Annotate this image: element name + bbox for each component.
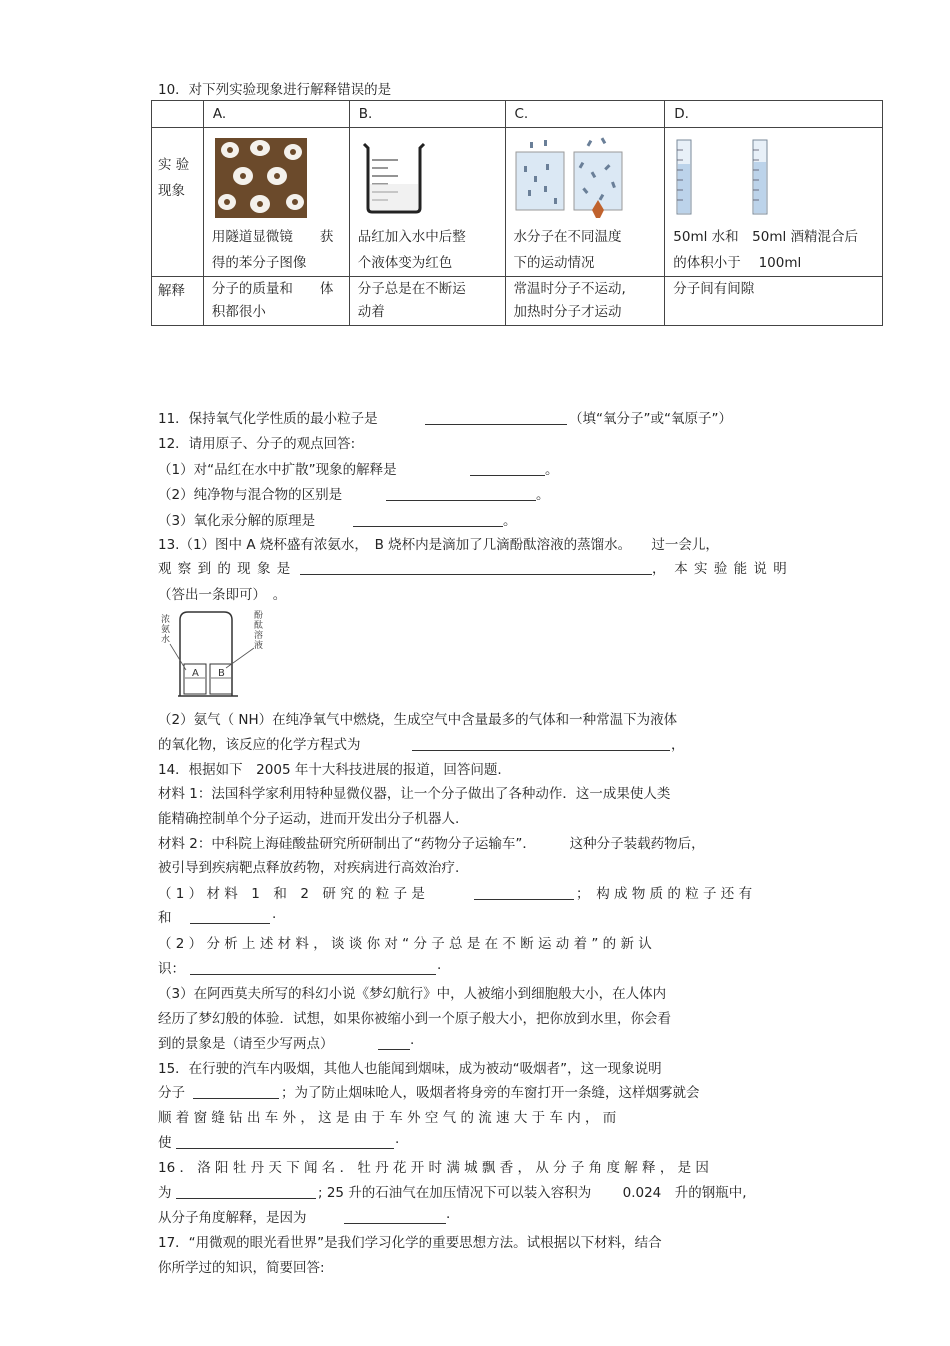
q14-part3: 到的景象是（请至少写两点） [158,1036,334,1052]
answer-blank[interactable] [474,899,574,900]
svg-text:溶: 溶 [254,631,264,641]
column-header: B. [349,101,505,128]
q13-line2b: ， 本 实 验 能 说 明 [652,561,788,577]
cell-explain-b [349,277,505,326]
explanation-text: 常温时分子不运动, [513,281,626,297]
svg-text:液: 液 [254,641,264,651]
phenomenon-text: 品红加入水中后整 [357,229,466,245]
q16-line1: 16 ． 洛 阳 牡 丹 天 下 闻 名 ． 牡 丹 花 开 时 满 城 飘 香 ， 从 分 子 角 度 解 释 ， 是 因 [158,1160,709,1176]
svg-text:水: 水 [161,635,171,645]
q17-line2: 你所学过的知识，简要回答: [158,1260,325,1276]
phenomenon-text: 50ml 水和 50ml 酒精混合后 [673,229,859,245]
graduated-cylinders-image [673,136,783,218]
q14-part2: （ 2 ） 分 析 上 述 材 料 ， 谈 谈 你 对 “ 分 子 总 是 在 不 断 运 动 着 ” 的 新 认 [158,936,652,952]
q12-end: 。 [536,487,550,503]
answer-blank[interactable] [176,1148,394,1149]
q14-part1: ； 构 成 物 质 的 粒 子 还 有 [576,886,753,902]
fig-beaker-a: A [192,668,199,679]
column-header: D. [665,101,883,128]
q10-title: 10．对下列实验现象进行解释错误的是 [158,82,392,98]
beaker-icon [358,140,430,216]
answer-blank[interactable] [412,750,670,751]
column-header: A. [203,101,349,128]
explanation-text: 动着 [357,304,385,320]
phenomenon-text: 得的苯分子图像 [211,255,307,271]
answer-blank[interactable] [470,475,545,476]
answer-blank[interactable] [190,923,270,924]
q10-table [151,100,883,326]
cell-phenomenon-a [203,128,349,277]
q12-item: （3）氧化汞分解的原理是 [158,513,316,529]
q13-part2-line2: 的氧化物，该反应的化学方程式为 [158,737,361,753]
cell-explain-d [665,277,883,326]
row-label-explain: 解释 [152,277,204,326]
explanation-text: 加热时分子才运动 [513,304,622,320]
q15-line4: 使 [158,1135,172,1151]
explanation-text: 分子间有间隙 [673,281,755,297]
heated-beakers-image [514,136,626,218]
fig-label-ammonia: 浓 [161,615,171,625]
q15-line2: 分子 [158,1085,185,1101]
row-label-phenomenon: 实 验 现象 [152,128,204,277]
q13-line2a: 观 察 到 的 现 象 是 [158,561,292,577]
answer-blank[interactable] [344,1223,446,1224]
q14-title: 14．根据如下 2005 年十大科技进展的报道，回答问题. [158,762,502,778]
q15-line1: 15．在行驶的汽车内吸烟，其他人也能闻到烟味，成为被动“吸烟者”，这一现象说明 [158,1061,662,1077]
q12-item: （2）纯净物与混合物的区别是 [158,487,343,503]
svg-text:酞: 酞 [254,621,264,631]
q16-line3-end: . [446,1206,451,1222]
q12-end: 。 [503,513,517,529]
benzene-molecule-image [215,138,307,218]
q14-part1: 和 [158,910,172,926]
q15-line3: 顺 着 窗 缝 钻 出 车 外 ， 这 是 由 于 车 外 空 气 的 流 速 大 于 车 内 ， 而 [158,1110,617,1126]
answer-blank[interactable] [190,974,436,975]
q13-part2-end: ， [671,737,685,753]
table-corner [152,101,204,128]
answer-blank[interactable] [425,424,567,425]
answer-blank[interactable] [300,574,652,575]
phenomenon-text: 的体积小于 100ml [673,255,802,271]
q12-item: （1）对“品红在水中扩散”现象的解释是 [158,462,397,478]
phenomenon-text: 水分子在不同温度 [513,229,622,245]
q14-part3: （3）在阿西莫夫所写的科幻小说《梦幻航行》中，人被缩小到细胞般大小，在人体内 [158,986,667,1002]
q16-line3: 从分子角度解释，是因为 [158,1210,307,1226]
q14-part1: （ 1 ） 材 料 1 和 2 研 究 的 粒 子 是 [158,886,425,902]
cell-phenomenon-d [665,128,883,277]
q12-end: 。 [545,462,559,478]
cell-explain-c [505,277,665,326]
cell-phenomenon-c [505,128,665,277]
q12-title: 12．请用原子、分子的观点回答: [158,436,356,452]
q17-line1: 17．“用微观的眼光看世界”是我们学习化学的重要思想方法。试根据以下材料，结合 [158,1235,662,1251]
q14-part2: 识： [158,961,185,977]
answer-blank[interactable] [378,1049,410,1050]
ammonia-experiment-figure [158,608,268,700]
fig-beaker-b: B [218,668,225,679]
q14-part3: 经历了梦幻般的体验．试想，如果你被缩小到一个原子般大小，把你放到水里，你会看 [158,1011,671,1027]
explanation-text: 分子的质量和 体 [211,281,334,297]
explanation-text: 积都很小 [211,304,266,320]
q14-material1: 能精确控制单个分子运动，进而开发出分子机器人. [158,811,460,827]
q13-line1: 13.（1）图中 A 烧杯盛有浓氨水， B 烧杯内是滴加了几滴酚酞溶液的蒸馏水。 过一会儿， [158,537,719,553]
answer-blank[interactable] [193,1098,279,1099]
q14-part1-end: . [272,906,277,922]
phenomenon-text: 个液体变为红色 [357,255,453,271]
phenomenon-text: 下的运动情况 [513,255,595,271]
q16-line2: 为 [158,1185,172,1201]
q15-line4-end: . [395,1131,400,1147]
answer-blank[interactable] [176,1198,316,1199]
cell-phenomenon-b [349,128,505,277]
q11-text: 11．保持氧气化学性质的最小粒子是 [158,411,378,427]
q15-line2: ；为了防止烟味呛人，吸烟者将身旁的车窗打开一条缝，这样烟雾就会 [281,1085,700,1101]
answer-blank[interactable] [353,526,503,527]
cell-explain-a [203,277,349,326]
q13-part2-line1: （2）氨气（ NH）在纯净氧气中燃烧，生成空气中含量最多的气体和一种常温下为液体 [158,712,678,728]
svg-text:氨: 氨 [161,625,171,635]
q16-line2: ; 25 升的石油气在加压情况下可以装入容积为 0.024 升的钢瓶中, [318,1185,747,1201]
q11-hint: （填“氧分子”或“氧原子”） [569,411,732,427]
answer-blank[interactable] [386,500,536,501]
explanation-text: 分子总是在不断运 [357,281,466,297]
q13-line3: （答出一条即可） 。 [158,587,287,603]
q14-part2-end: . [437,957,442,973]
column-header: C. [505,101,665,128]
q14-part3-end: . [410,1032,415,1048]
q14-material2: 被引导到疾病靶点释放药物，对疾病进行高效治疗. [158,860,460,876]
phenomenon-text: 用隧道显微镜 获 [211,229,334,245]
q14-material1: 材料 1：法国科学家利用特种显微仪器，让一个分子做出了各种动作．这一成果使人类 [158,786,671,802]
fig-label-phenolphthalein: 酚 [254,611,264,621]
q14-material2: 材料 2：中科院上海硅酸盐研究所研制出了“药物分子运输车”． 这种分子装载药物后， [158,836,705,852]
